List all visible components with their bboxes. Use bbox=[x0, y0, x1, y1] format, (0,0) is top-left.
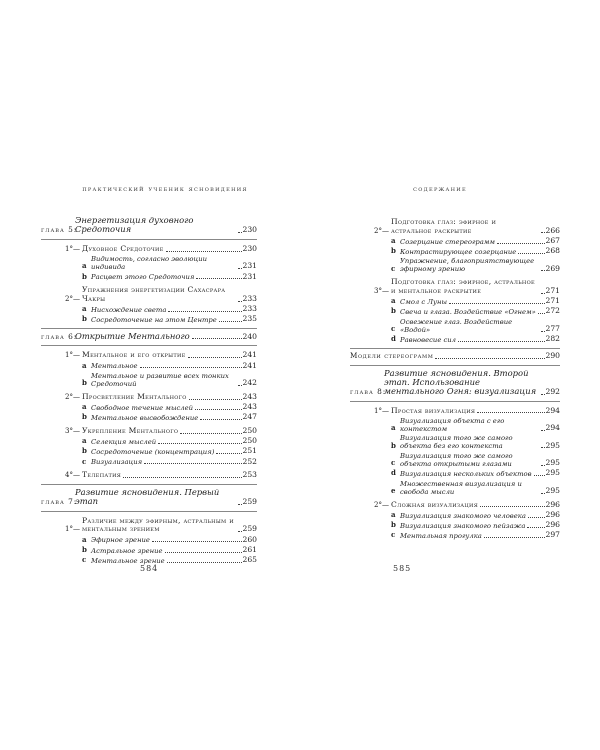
entry-title: Духовное Средоточие bbox=[82, 243, 164, 253]
entry-page-number: 243 bbox=[242, 402, 257, 412]
entry-title: Различие между эфирным, астральным и ментальным зрением bbox=[82, 515, 234, 534]
entry-page-number: 259 bbox=[242, 524, 257, 534]
subsection-letter: c bbox=[82, 555, 87, 565]
subsection-letter: d bbox=[391, 468, 396, 478]
section-number: 2°— bbox=[374, 500, 389, 509]
dot-leader bbox=[195, 409, 241, 410]
entry-title: Свободное течение мыслей bbox=[91, 403, 194, 412]
toc-subsection bbox=[350, 469, 560, 478]
toc-subsection bbox=[41, 273, 257, 282]
dot-leader bbox=[188, 357, 242, 358]
entry-page-number: 295 bbox=[545, 485, 560, 495]
entry-title: Укрепление Ментального bbox=[82, 425, 179, 435]
divider-rule bbox=[41, 345, 257, 346]
toc-section bbox=[350, 278, 560, 295]
entry-title: Нисхождение света bbox=[91, 305, 167, 314]
dot-leader bbox=[123, 477, 241, 478]
toc-section bbox=[41, 517, 257, 534]
entry-page-number: 297 bbox=[545, 530, 560, 540]
entry-title: Подготовка глаз: эфирное, астральное и ментальное раскрытие bbox=[391, 277, 535, 296]
entry-page-number: 233 bbox=[242, 293, 257, 303]
dot-leader bbox=[541, 270, 545, 271]
dot-leader bbox=[528, 517, 545, 518]
entry-title: Сосредоточение на этом Центре bbox=[91, 316, 217, 325]
entry-page-number: 233 bbox=[242, 304, 257, 314]
toc-subsection bbox=[350, 511, 560, 520]
entry-page-number: 259 bbox=[242, 497, 257, 507]
entry-title: Визуализация того же самого объекта открытыми глазами bbox=[400, 451, 513, 468]
entry-page-number: 271 bbox=[545, 286, 560, 296]
dot-leader bbox=[484, 537, 545, 538]
subsection-letter: a bbox=[82, 436, 87, 446]
entry-page-number: 265 bbox=[242, 555, 257, 565]
entry-title: Энергетизация духовного Средоточия bbox=[75, 215, 194, 235]
entry-title: Селекция мыслей bbox=[91, 437, 157, 446]
dot-leader bbox=[541, 232, 545, 233]
dot-leader bbox=[541, 447, 545, 448]
page-number: 585 bbox=[393, 564, 412, 573]
dot-leader bbox=[541, 331, 545, 332]
entry-page-number: 296 bbox=[545, 509, 560, 519]
toc-subsection bbox=[350, 307, 560, 316]
toc-chapter bbox=[41, 488, 257, 507]
divider-rule bbox=[41, 484, 257, 485]
entry-page-number: 231 bbox=[242, 271, 257, 281]
subsection-letter: a bbox=[82, 534, 87, 544]
dot-leader bbox=[527, 527, 544, 528]
entry-page-number: 292 bbox=[545, 387, 560, 397]
entry-page-number: 282 bbox=[545, 334, 560, 344]
dot-leader bbox=[458, 341, 544, 342]
running-head: содержание bbox=[413, 184, 467, 193]
table-of-contents bbox=[41, 213, 257, 565]
entry-page-number: 290 bbox=[545, 350, 560, 360]
entry-page-number: 295 bbox=[545, 440, 560, 450]
subsection-letter: b bbox=[391, 440, 396, 450]
toc-subsection bbox=[41, 536, 257, 545]
table-of-contents bbox=[350, 213, 560, 540]
subsection-letter: b bbox=[391, 520, 396, 530]
subsection-letter: b bbox=[391, 306, 396, 316]
section-number: 2°— bbox=[374, 226, 389, 235]
entry-page-number: 267 bbox=[545, 235, 560, 245]
subsection-letter: a bbox=[391, 423, 396, 433]
entry-page-number: 266 bbox=[545, 225, 560, 235]
toc-subsection bbox=[41, 458, 257, 467]
entry-page-number: 241 bbox=[242, 360, 257, 370]
chapter-number: глава 8: bbox=[350, 387, 387, 397]
entry-page-number: 243 bbox=[242, 391, 257, 401]
subsection-letter: c bbox=[391, 530, 396, 540]
toc-chapter bbox=[41, 332, 257, 341]
toc-subsection bbox=[41, 437, 257, 446]
chapter-number: глава 5: bbox=[41, 225, 78, 235]
entry-title: Видимость, согласно эволюции индивида bbox=[91, 255, 207, 272]
entry-title: Телепатия bbox=[82, 470, 122, 480]
dot-leader bbox=[144, 463, 241, 464]
dot-leader bbox=[196, 278, 241, 279]
toc-chapter bbox=[41, 216, 257, 235]
subsection-letter: b bbox=[82, 271, 87, 281]
entry-title: Упражнения энергетизации Сахасрара Чакры bbox=[82, 285, 226, 303]
page-number: 584 bbox=[140, 564, 159, 573]
subsection-letter: d bbox=[391, 334, 396, 344]
chapter-number: глава 6: bbox=[41, 331, 78, 341]
entry-page-number: 295 bbox=[545, 468, 560, 478]
toc-subsection bbox=[350, 452, 560, 468]
dot-leader bbox=[165, 552, 242, 553]
chapter-number: глава 7: bbox=[41, 497, 78, 507]
toc-section bbox=[41, 286, 257, 303]
toc-subsection bbox=[41, 447, 257, 456]
subsection-letter: a bbox=[391, 509, 396, 519]
entry-page-number: 230 bbox=[242, 243, 257, 253]
dot-leader bbox=[219, 321, 242, 322]
entry-title: Контрастирующее созерцание bbox=[400, 247, 517, 256]
dot-leader bbox=[158, 443, 241, 444]
entry-title: Открытие Ментального bbox=[75, 331, 190, 342]
entry-title: Ментальное зрение bbox=[91, 556, 165, 565]
divider-rule bbox=[41, 328, 257, 329]
subsection-letter: a bbox=[82, 360, 87, 370]
entry-title: Развитие ясновидения. Первый этап bbox=[75, 486, 220, 507]
section-number: 1°— bbox=[65, 525, 80, 534]
subsection-letter: c bbox=[391, 458, 396, 468]
dot-leader bbox=[541, 293, 545, 294]
section-number: 1°— bbox=[374, 406, 389, 415]
subsection-letter: b bbox=[82, 314, 87, 324]
entry-page-number: 271 bbox=[545, 296, 560, 306]
dot-leader bbox=[238, 301, 242, 302]
section-number: 1°— bbox=[65, 351, 80, 360]
dot-leader bbox=[238, 268, 242, 269]
entry-title: Визуализация того же самого объекта без его контекста bbox=[400, 434, 513, 451]
subsection-letter: c bbox=[391, 323, 396, 333]
entry-title: Визуализация объекта с его контекстом bbox=[400, 416, 505, 433]
toc-subsection bbox=[41, 315, 257, 324]
subsection-letter: a bbox=[82, 261, 87, 271]
dot-leader bbox=[480, 506, 544, 507]
toc-section bbox=[41, 245, 257, 254]
toc-subsection bbox=[350, 257, 560, 273]
toc-section bbox=[41, 471, 257, 480]
entry-page-number: 250 bbox=[242, 425, 257, 435]
section-number: 3°— bbox=[65, 426, 80, 435]
dot-leader bbox=[538, 313, 545, 314]
toc-subsection bbox=[350, 480, 560, 496]
dot-leader bbox=[216, 453, 241, 454]
toc-entry bbox=[350, 352, 560, 361]
entry-page-number: 294 bbox=[545, 405, 560, 415]
entry-title: Визуализация bbox=[91, 458, 143, 467]
entry-title: Подготовка глаз: эфирное и астральное раскрытие bbox=[391, 217, 497, 235]
toc-section bbox=[41, 427, 257, 436]
entry-title: Астральное зрение bbox=[91, 546, 163, 555]
toc-subsection bbox=[41, 372, 257, 388]
toc-section bbox=[350, 501, 560, 510]
entry-title: Простая визуализация bbox=[391, 405, 476, 415]
dot-leader bbox=[518, 253, 544, 254]
entry-title: Ментальное bbox=[91, 362, 138, 371]
dot-leader bbox=[200, 419, 241, 420]
entry-page-number: 252 bbox=[242, 456, 257, 466]
entry-title: Созерцание стереограмм bbox=[400, 237, 496, 246]
dot-leader bbox=[541, 465, 545, 466]
entry-page-number: 268 bbox=[545, 246, 560, 256]
divider-rule bbox=[350, 365, 560, 366]
dot-leader bbox=[238, 385, 242, 386]
dot-leader bbox=[140, 367, 242, 368]
toc-chapter bbox=[350, 369, 560, 397]
subsection-letter: b bbox=[82, 378, 87, 388]
toc-section bbox=[350, 218, 560, 235]
entry-title: Ментальное и развитие всех тонких Средоточий bbox=[91, 371, 229, 388]
toc-subsection bbox=[350, 531, 560, 540]
entry-title: Сложная визуализация bbox=[391, 499, 479, 509]
entry-title: Ментальная прогулка bbox=[400, 531, 482, 540]
entry-title: Ментальное и его открытие bbox=[82, 350, 186, 360]
subsection-letter: b bbox=[82, 412, 87, 422]
entry-title: Развитие ясновидения. Второй этап. Использование ментального Огня: визуализация bbox=[384, 367, 537, 397]
dot-leader bbox=[541, 493, 545, 494]
entry-page-number: 247 bbox=[242, 412, 257, 422]
toc-section bbox=[41, 351, 257, 360]
entry-page-number: 242 bbox=[242, 378, 257, 388]
entry-title: Визуализация знакомого человека bbox=[400, 511, 526, 520]
toc-subsection bbox=[350, 335, 560, 344]
divider-rule bbox=[41, 239, 257, 240]
dot-leader bbox=[180, 433, 241, 434]
entry-title: Свеча и глаза. Воздействие «Огнем» bbox=[400, 308, 536, 317]
toc-subsection bbox=[41, 413, 257, 422]
section-number: 2°— bbox=[65, 392, 80, 401]
entry-title: Ментальное высвобождение bbox=[91, 413, 199, 422]
dot-leader bbox=[192, 338, 242, 339]
toc-subsection bbox=[350, 521, 560, 530]
entry-page-number: 250 bbox=[242, 436, 257, 446]
dot-leader bbox=[168, 311, 241, 312]
subsection-letter: a bbox=[82, 402, 87, 412]
entry-title: Модели стереограмм bbox=[350, 350, 434, 360]
toc-subsection bbox=[41, 362, 257, 371]
subsection-letter: b bbox=[82, 446, 87, 456]
dot-leader bbox=[541, 430, 545, 431]
entry-page-number: 260 bbox=[242, 534, 257, 544]
dot-leader bbox=[166, 251, 242, 252]
dot-leader bbox=[435, 358, 544, 359]
entry-title: Просветление Ментального bbox=[82, 391, 187, 401]
toc-subsection bbox=[41, 403, 257, 412]
toc-section bbox=[350, 407, 560, 416]
entry-page-number: 272 bbox=[545, 306, 560, 316]
dot-leader bbox=[449, 303, 544, 304]
toc-subsection bbox=[350, 297, 560, 306]
toc-subsection bbox=[41, 305, 257, 314]
entry-page-number: 294 bbox=[545, 423, 560, 433]
entry-page-number: 230 bbox=[242, 225, 257, 235]
section-number: 1°— bbox=[65, 244, 80, 253]
toc-subsection bbox=[350, 247, 560, 256]
entry-title: Упражнение, благоприятствующее эфирному зрению bbox=[400, 257, 535, 274]
toc-subsection bbox=[350, 434, 560, 450]
entry-title: Визуализация нескольких объектов bbox=[400, 470, 532, 479]
toc-section bbox=[41, 393, 257, 402]
entry-page-number: 296 bbox=[545, 520, 560, 530]
dot-leader bbox=[497, 243, 544, 244]
dot-leader bbox=[238, 504, 242, 505]
entry-title: Эфирное зрение bbox=[91, 536, 150, 545]
entry-page-number: 253 bbox=[242, 470, 257, 480]
entry-page-number: 295 bbox=[545, 458, 560, 468]
subsection-letter: e bbox=[391, 485, 396, 495]
dot-leader bbox=[189, 399, 242, 400]
subsection-letter: c bbox=[82, 456, 87, 466]
entry-page-number: 240 bbox=[242, 331, 257, 341]
divider-rule bbox=[350, 348, 560, 349]
entry-page-number: 241 bbox=[242, 350, 257, 360]
entry-page-number: 269 bbox=[545, 263, 560, 273]
dot-leader bbox=[477, 412, 544, 413]
entry-title: Расцвет этого Средоточия bbox=[91, 273, 195, 282]
entry-title: Визуализация знакомого пейзажа bbox=[400, 521, 526, 530]
entry-page-number: 235 bbox=[242, 314, 257, 324]
divider-rule bbox=[41, 511, 257, 512]
entry-page-number: 277 bbox=[545, 323, 560, 333]
dot-leader bbox=[534, 475, 545, 476]
subsection-letter: b bbox=[391, 246, 396, 256]
subsection-letter: b bbox=[82, 544, 87, 554]
entry-title: Множественная визуализация и свобода мысли bbox=[400, 479, 522, 496]
running-head: практический учебник ясновидения bbox=[82, 184, 248, 193]
dot-leader bbox=[541, 394, 545, 395]
toc-subsection bbox=[350, 318, 560, 334]
section-number: 2°— bbox=[65, 294, 80, 303]
dot-leader bbox=[167, 562, 242, 563]
entry-title: Освежение глаз. Воздействие «Водой» bbox=[400, 317, 513, 334]
dot-leader bbox=[152, 541, 242, 542]
toc-subsection bbox=[41, 546, 257, 555]
right-page bbox=[300, 0, 600, 750]
subsection-letter: a bbox=[391, 296, 396, 306]
entry-page-number: 251 bbox=[242, 446, 257, 456]
entry-title: Равновесие сил bbox=[400, 335, 457, 344]
toc-subsection bbox=[350, 237, 560, 246]
entry-page-number: 296 bbox=[545, 499, 560, 509]
dot-leader bbox=[238, 531, 242, 532]
entry-title: Сосредоточение (концентрация) bbox=[91, 448, 215, 457]
subsection-letter: c bbox=[391, 263, 396, 273]
divider-rule bbox=[350, 401, 560, 402]
entry-page-number: 261 bbox=[242, 544, 257, 554]
section-number: 4°— bbox=[65, 471, 80, 480]
subsection-letter: a bbox=[391, 235, 396, 245]
toc-subsection bbox=[350, 417, 560, 433]
subsection-letter: a bbox=[82, 304, 87, 314]
entry-title: Смол с Луны bbox=[400, 297, 448, 306]
toc-subsection bbox=[41, 255, 257, 271]
section-number: 3°— bbox=[374, 287, 389, 296]
dot-leader bbox=[238, 232, 242, 233]
entry-page-number: 231 bbox=[242, 261, 257, 271]
